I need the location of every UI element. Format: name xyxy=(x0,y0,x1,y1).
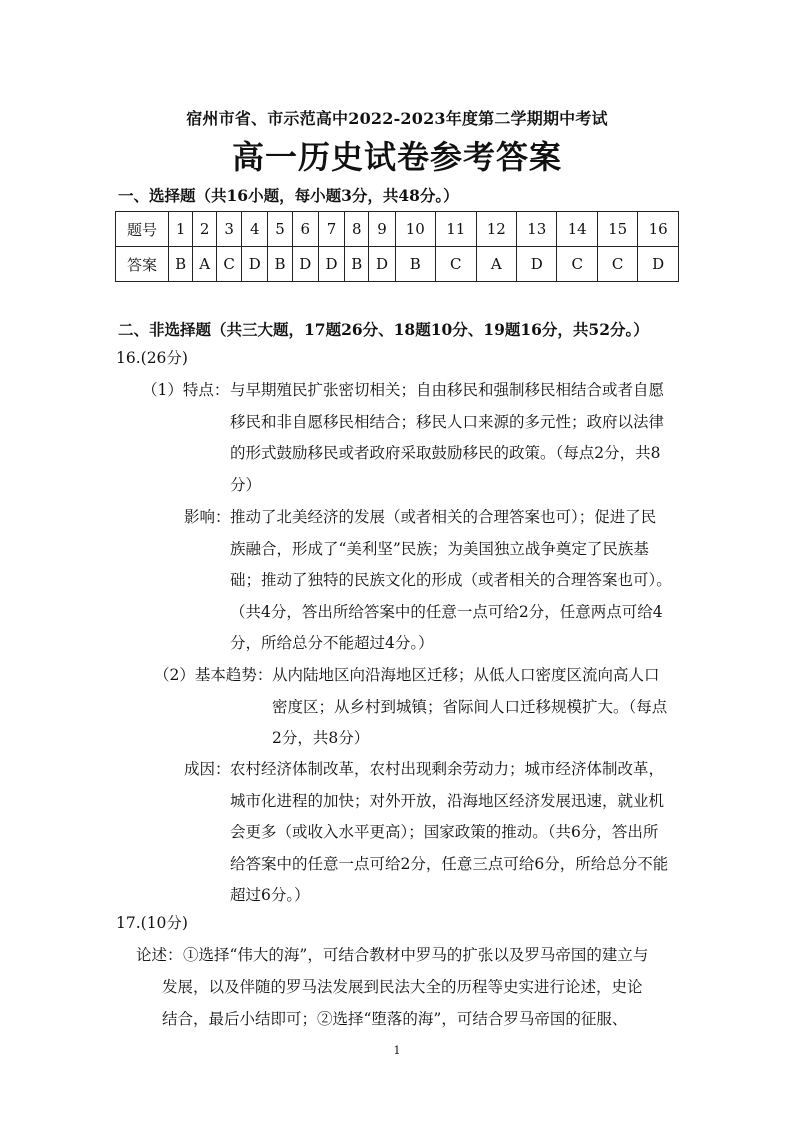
text-line: 分） xyxy=(230,475,262,494)
q17-text-cont xyxy=(162,972,643,1035)
answer-row xyxy=(116,247,679,282)
question-number: 13 xyxy=(516,212,556,247)
answer-cell: D xyxy=(638,247,679,282)
text-line: 与早期殖民扩张密切相关；自由移民和强制移民相结合或者自愿 xyxy=(230,381,665,399)
question-number: 10 xyxy=(395,212,435,247)
text-line: 分，所给总分不能超过4分。） xyxy=(230,634,434,653)
question-number: 14 xyxy=(557,212,597,247)
text-line: （共4分，答出所给答案中的任意一点可给2分，任意两点可给4 xyxy=(230,602,663,621)
text-line: 础；推动了独特的民族文化的形成（或者相关的合理答案也可）。 xyxy=(230,571,672,590)
answer-cell: C xyxy=(597,247,637,282)
question-number: 7 xyxy=(318,212,344,247)
question-number: 11 xyxy=(436,212,476,247)
q17-text xyxy=(183,940,648,972)
text-line: 给答案中的任意一点可给2分，任意三点可给6分，所给总分不能 xyxy=(230,854,669,873)
question-number: 8 xyxy=(345,212,369,247)
question-number: 12 xyxy=(476,212,516,247)
q16-part2-cause-label: 成因： xyxy=(184,760,231,778)
text-line: 农村经济体制改革，农村出现剩余劳动力；城市经济体制改革， xyxy=(230,760,665,778)
section1-heading: 一、选择题（共16小题，每小题3分，共48分。） xyxy=(118,186,459,205)
answer-cell: B xyxy=(345,247,369,282)
answer-cell: C xyxy=(436,247,476,282)
q16-part1-label: （1）特点： xyxy=(142,381,230,399)
answer-cell: D xyxy=(318,247,344,282)
answer-table xyxy=(115,211,679,282)
question-number: 16 xyxy=(638,212,679,247)
row-label-number: 题号 xyxy=(116,212,169,247)
question-number-row xyxy=(116,212,679,247)
q16-part1-effect-label: 影响： xyxy=(184,508,231,526)
text-line: 从内陆地区向沿海地区迁移；从低人口密度区流向高人口 xyxy=(272,666,660,684)
answer-cell: C xyxy=(217,247,242,282)
question-number: 6 xyxy=(292,212,318,247)
answer-cell: A xyxy=(476,247,516,282)
question-number: 9 xyxy=(369,212,395,247)
answer-cell: D xyxy=(242,247,268,282)
question-number: 5 xyxy=(268,212,292,247)
row-label-answer: 答案 xyxy=(116,247,169,282)
q16-part2-text xyxy=(272,660,667,755)
answer-cell: C xyxy=(557,247,597,282)
q17-lun-label: 论述： xyxy=(136,946,183,964)
page-number: 1 xyxy=(393,1044,401,1057)
q16-part1-text xyxy=(230,375,664,501)
question-number: 4 xyxy=(242,212,268,247)
text-line: 推动了北美经济的发展（或者相关的合理答案也可）；促进了民 xyxy=(230,508,657,526)
answer-cell: B xyxy=(169,247,193,282)
text-line: 的形式鼓励移民或者政府采取鼓励移民的政策。（每点2分，共8 xyxy=(230,444,661,463)
answer-cell: D xyxy=(516,247,556,282)
page-title: 高一历史试卷参考答案 xyxy=(231,138,562,176)
q16-part1-effect-text xyxy=(230,502,672,660)
answer-cell: D xyxy=(292,247,318,282)
question-number: 1 xyxy=(169,212,193,247)
text-line: 族融合，形成了“美利坚”民族；为美国独立战争奠定了民族基 xyxy=(230,539,649,558)
text-line: 发展，以及伴随的罗马法发展到民法大全的历程等史实进行论述，史论 xyxy=(162,978,643,996)
answer-cell: D xyxy=(369,247,395,282)
answer-cell: A xyxy=(193,247,217,282)
text-line: 密度区；从乡村到城镇；省际间人口迁移规模扩大。（每点 xyxy=(272,697,668,716)
q16-label: 16.(26分) xyxy=(116,349,188,367)
q16-part2-cause-text xyxy=(230,754,668,912)
exam-subtitle: 宿州市省、市示范高中2022-2023年度第二学期期中考试 xyxy=(186,109,608,128)
text-line: 超过6分。） xyxy=(230,886,310,905)
question-number: 2 xyxy=(193,212,217,247)
text-line: 会更多（或收入水平更高）；国家政策的推动。（共6分，答出所 xyxy=(230,823,659,842)
text-line: 移民和非自愿移民相结合；移民人口来源的多元性；政府以法律 xyxy=(230,412,665,431)
answer-cell: B xyxy=(395,247,435,282)
question-number: 15 xyxy=(597,212,637,247)
q16-part2-label: （2）基本趋势： xyxy=(154,666,273,684)
answer-cell: B xyxy=(268,247,292,282)
text-line: 2分，共8分） xyxy=(272,729,370,748)
q17-label: 17.(10分) xyxy=(116,914,188,932)
text-line: ①选择“伟大的海”，可结合教材中罗马的扩张以及罗马帝国的建立与 xyxy=(183,946,649,964)
text-line: 城市化进程的加快；对外开放，沿海地区经济发展迅速，就业机 xyxy=(230,791,665,810)
question-number: 3 xyxy=(217,212,242,247)
section2-heading: 二、非选择题（共三大题，17题26分、18题10分、19题16分，共52分。） xyxy=(118,320,649,339)
text-line: 结合，最后小结即可；②选择“堕落的海”，可结合罗马帝国的征服、 xyxy=(162,1009,628,1028)
